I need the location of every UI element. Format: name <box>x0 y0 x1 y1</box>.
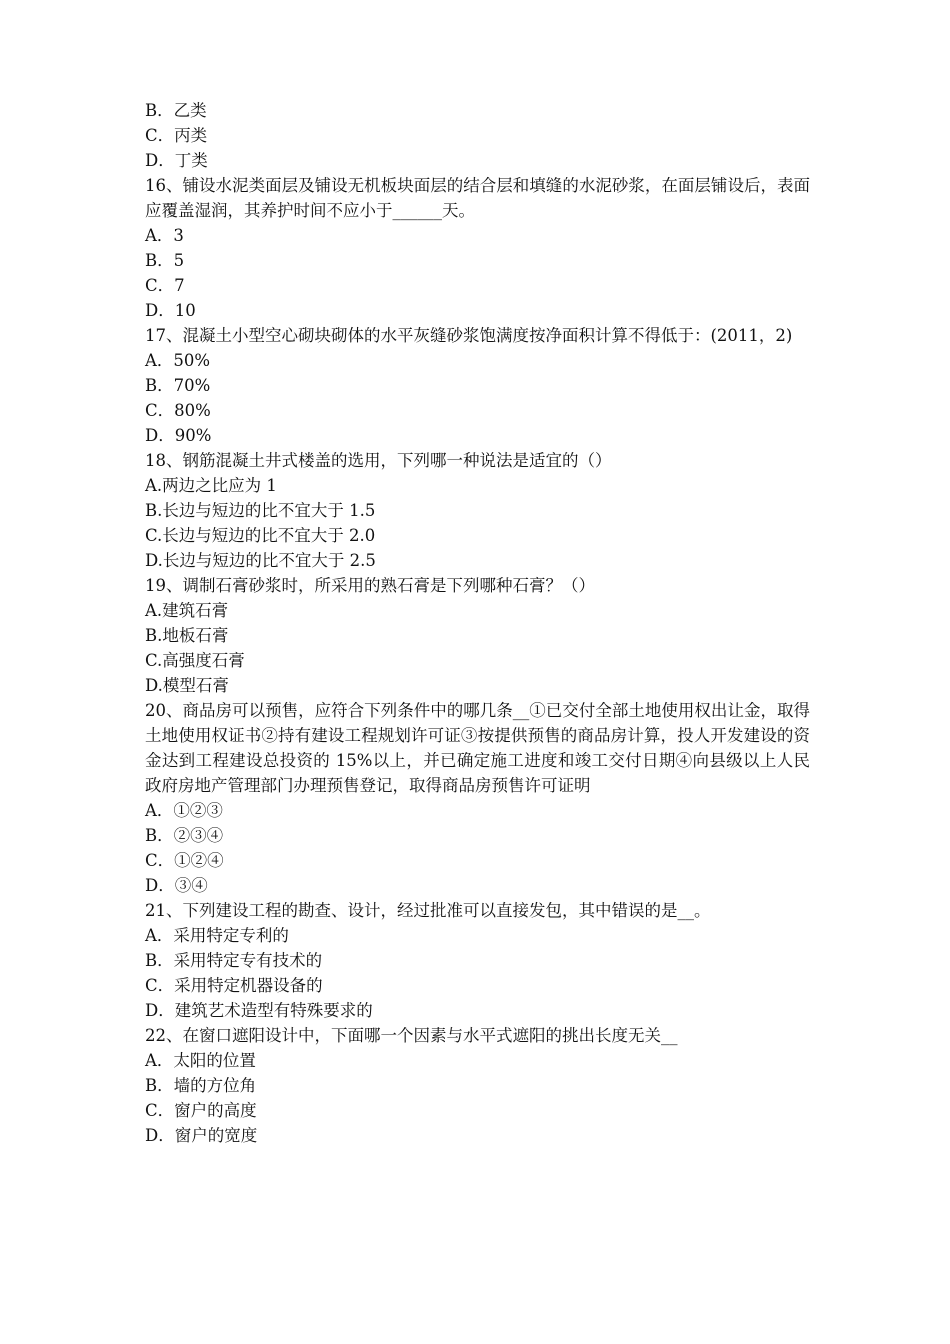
option-a: A．采用特定专利的 <box>145 926 289 945</box>
option-c: C.长边与短边的比不宜大于 2.0 <box>145 526 376 545</box>
option-a: A.建筑石膏 <box>145 601 229 620</box>
option-b: B．70% <box>145 376 211 395</box>
option-c: C．丙类 <box>145 126 208 145</box>
question-20: 20、商品房可以预售，应符合下列条件中的哪几条__①已交付全部土地使用权出让金，取得土地使用权证书②持有建设工程规划许可证③按提供预售的商品房计算，投人开发建设的资金达到工程建设总投资的 15%以上，并已确定施工进度和竣工交付日期④向县级以上人民政府房地产管理部门办理预售登记，取得商品房预售许可证明 <box>145 701 810 795</box>
option-d: D．③④ <box>145 876 208 895</box>
option-b: B．采用特定专有技术的 <box>145 951 323 970</box>
option-c: C．①②④ <box>145 851 224 870</box>
option-a: A．太阳的位置 <box>145 1051 256 1070</box>
option-b: B．②③④ <box>145 826 224 845</box>
option-d: D．建筑艺术造型有特殊要求的 <box>145 1001 373 1020</box>
option-b: B．乙类 <box>145 101 207 120</box>
option-d: D．10 <box>145 301 196 320</box>
option-d: D.模型石膏 <box>145 676 229 695</box>
question-22: 22、在窗口遮阳设计中，下面哪一个因素与水平式遮阳的挑出长度无关__ <box>145 1026 678 1045</box>
question-17: 17、混凝土小型空心砌块砌体的水平灰缝砂浆饱满度按净面积计算不得低于：(2011，2) <box>145 326 793 345</box>
question-18: 18、钢筋混凝土井式楼盖的选用，下列哪一种说法是适宜的（） <box>145 451 612 470</box>
option-b: B．墙的方位角 <box>145 1076 257 1095</box>
option-a: A.两边之比应为 1 <box>145 476 277 495</box>
option-c: C．7 <box>145 276 185 295</box>
option-b: B.地板石膏 <box>145 626 229 645</box>
question-21: 21、下列建设工程的勘查、设计，经过批准可以直接发包，其中错误的是__。 <box>145 901 711 920</box>
option-c: C．采用特定机器设备的 <box>145 976 323 995</box>
option-c: C．80% <box>145 401 211 420</box>
option-a: A．3 <box>145 226 184 245</box>
option-d: D.长边与短边的比不宜大于 2.5 <box>145 551 376 570</box>
option-a: A．50% <box>145 351 211 370</box>
option-c: C．窗户的高度 <box>145 1101 257 1120</box>
option-d: D．丁类 <box>145 151 208 170</box>
option-b: B．5 <box>145 251 185 270</box>
option-d: D．窗户的宽度 <box>145 1126 258 1145</box>
document-page <box>145 98 810 1148</box>
option-d: D．90% <box>145 426 212 445</box>
question-16: 16、铺设水泥类面层及铺设无机板块面层的结合层和填缝的水泥砂浆，在面层铺设后，表面应覆盖湿润，其养护时间不应小于______天。 <box>145 176 810 220</box>
option-c: C.高强度石膏 <box>145 651 245 670</box>
question-19: 19、调制石膏砂浆时，所采用的熟石膏是下列哪种石膏？（） <box>145 576 595 595</box>
option-a: A．①②③ <box>145 801 223 820</box>
option-b: B.长边与短边的比不宜大于 1.5 <box>145 501 376 520</box>
